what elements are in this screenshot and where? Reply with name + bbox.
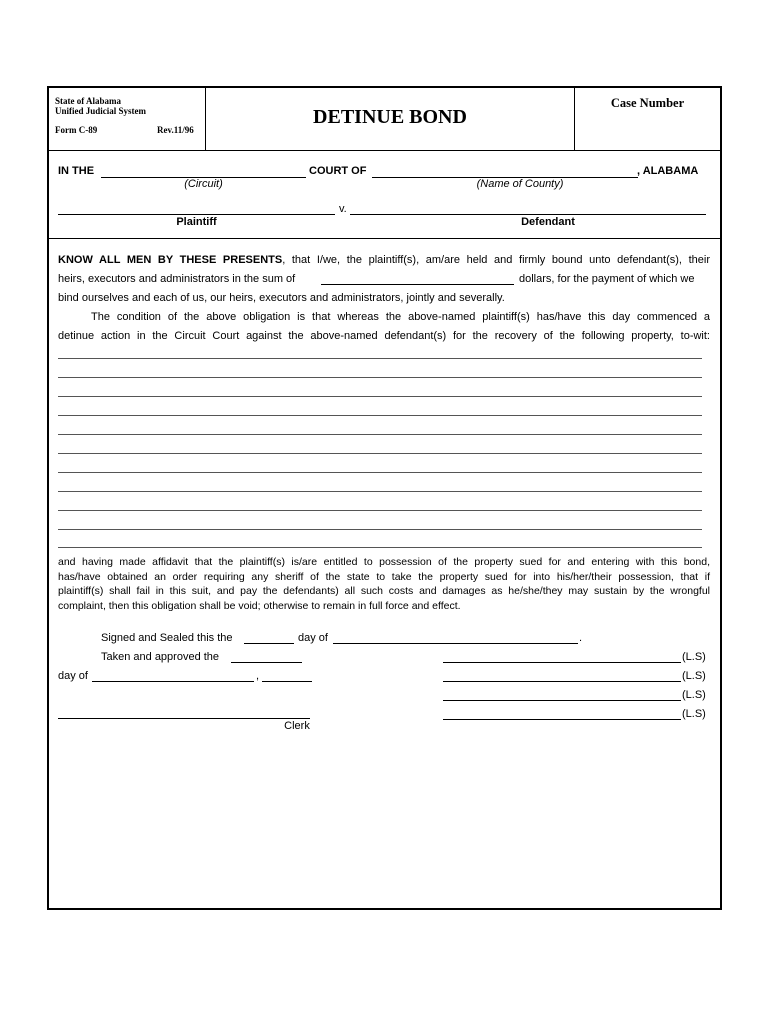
approved-year-field[interactable] [262,681,312,682]
property-line[interactable] [58,415,702,416]
date-comma: , [256,670,260,682]
defendant-label: Defendant [521,216,575,228]
case-number-field[interactable] [580,112,716,146]
p1-line-b1: heirs, executors and administrators in the sum of [58,273,296,285]
caption-bottom-line [49,238,720,239]
signed-day-field[interactable] [244,643,294,644]
p3-line-2: has/have obtained an order requiring any sheriff of the state to take the property sued for into his/her/their possession, that if [58,570,710,583]
ls-label: (L.S) [682,670,706,682]
form-frame [47,86,722,910]
system-label: Unified Judicial System [55,106,147,116]
property-line[interactable] [58,510,702,511]
signed-month-field[interactable] [333,643,578,644]
court-of-label: COURT OF [309,165,367,177]
circuit-hint: (Circuit) [184,178,223,190]
p1-line-a: , that I/we, the plaintiff(s), am/are held and firmly bound unto defendant(s), their [282,254,710,266]
property-line[interactable] [58,434,702,435]
property-line[interactable] [58,491,702,492]
in-the-label: IN THE [58,165,95,177]
property-line[interactable] [58,377,702,378]
ls-label: (L.S) [682,708,706,720]
clerk-signature-line[interactable] [58,718,310,719]
ls-label: (L.S) [682,689,706,701]
approved-day-field[interactable] [231,662,302,663]
surety-signature-line[interactable] [443,700,681,701]
p3-line-3: plaintiff(s) shall fail in this suit, and pay the defendants) all such costs and damages as he/she/they may sustain by the wrongful [58,585,710,597]
county-hint: (Name of County) [476,178,564,190]
property-line[interactable] [58,547,702,548]
alabama-label: , ALABAMA [637,165,699,177]
p2-line-a: The condition of the above obligation is that whereas the above-named plaintiff(s) has/have this day commenced a [91,311,710,323]
signed-sealed-label: Signed and Sealed this the [101,632,233,644]
form-number: Form C-89 [55,125,98,135]
bond-paragraph-1 [58,251,710,270]
ls-label: (L.S) [682,651,706,663]
plaintiff-label: Plaintiff [176,216,217,228]
case-number-label: Case Number [610,96,685,110]
sum-field[interactable] [321,284,514,285]
approved-month-field[interactable] [92,681,254,682]
header-bottom-line [49,150,720,151]
surety-signature-line[interactable] [443,681,681,682]
p1-line-b2: dollars, for the payment of which we [519,273,695,285]
taken-approved-label: Taken and approved the [101,651,220,663]
property-line[interactable] [58,529,702,530]
state-label: State of Alabama [55,96,121,106]
clerk-label: Clerk [284,720,310,732]
signed-period: . [579,632,583,644]
p3-line-1: and having made affidavit that the plaintiff(s) is/are entitled to possession of the property sued for and entering with this bond, [58,556,710,568]
page-title: DETINUE BOND [313,106,467,128]
surety-signature-line[interactable] [443,662,681,663]
day-of-label: day of [58,670,88,682]
lead-bold-text: KNOW ALL MEN BY THESE PRESENTS [58,254,283,266]
property-line[interactable] [58,472,702,473]
p2-line-b: detinue action in the Circuit Court against the above-named defendant(s) for the recovery of the following property, to-wit: [58,330,710,342]
property-line[interactable] [58,358,702,359]
signed-day-of-label: day of [298,632,328,644]
property-line[interactable] [58,396,702,397]
p3-line-4: complaint, then this obligation shall be void; otherwise to remain in full force and effect. [58,599,461,612]
defendant-field[interactable] [350,214,706,215]
form-revision: Rev.11/96 [157,125,194,135]
plaintiff-field[interactable] [58,214,335,215]
versus-label: v. [339,203,347,215]
p1-line-c: bind ourselves and each of us, our heirs, executors and administrators, jointly and severally. [58,292,505,304]
property-line[interactable] [58,453,702,454]
